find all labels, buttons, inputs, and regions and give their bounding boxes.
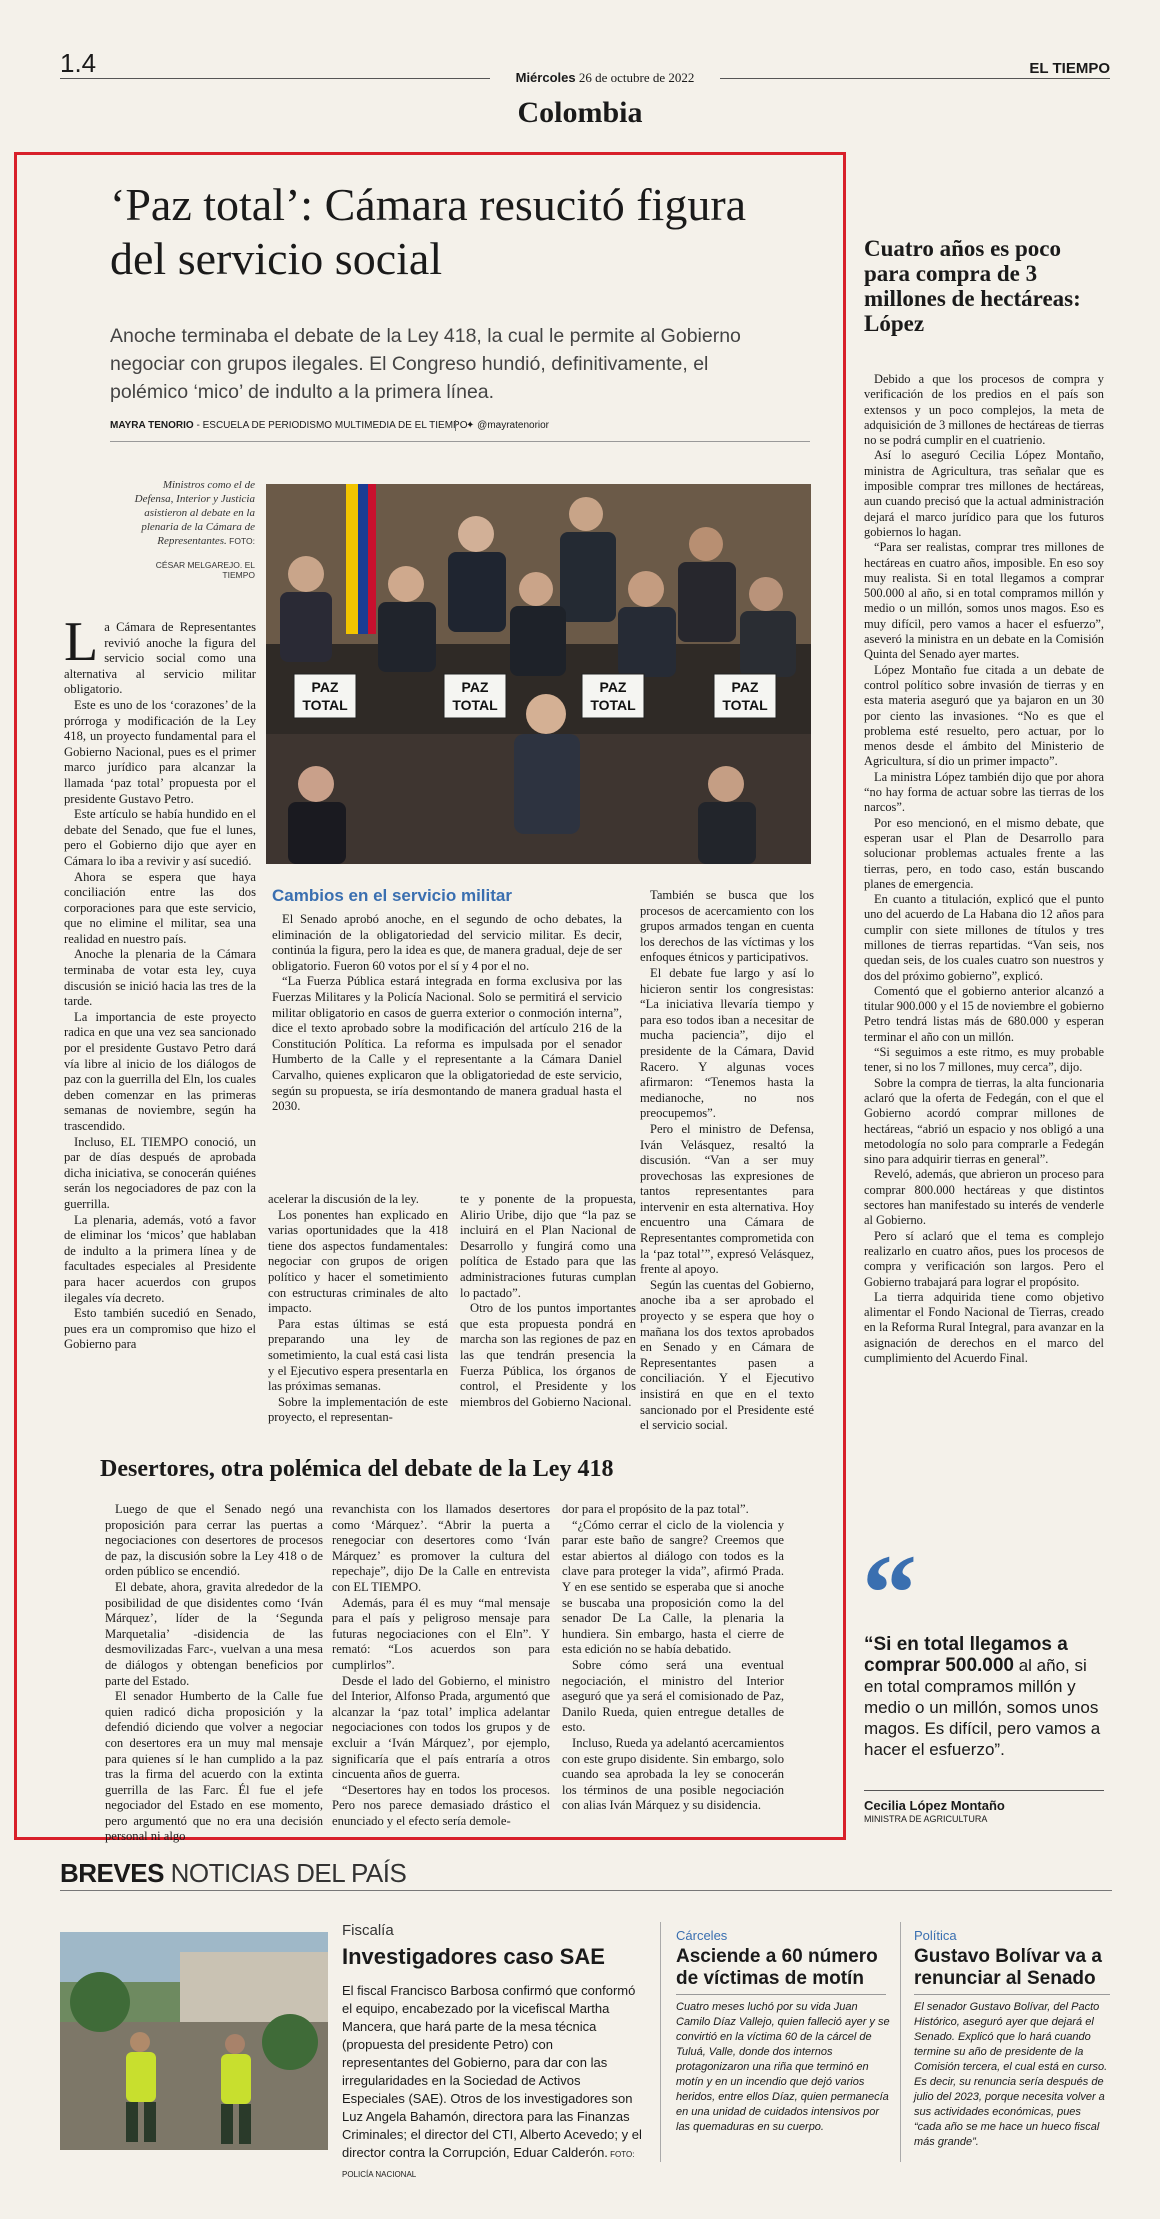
- header-rule: [720, 78, 1110, 79]
- pull-quote: [864, 1634, 1104, 1760]
- breve-category: Fiscalía: [342, 1922, 394, 1939]
- paz-total-sign: [444, 674, 506, 718]
- breve-headline: Investigadores caso SAE: [342, 1944, 605, 1969]
- paragraph: Para estas últimas se está preparando una ley de sometimiento, la cual está casi lista y el Ejecutivo espera presentarla en las próximas semanas.: [268, 1316, 448, 1394]
- paragraph: Así lo aseguró Cecilia López Montaño, ministra de Agricultura, tras señalar que es imposible comprar tres millones de hectáreas, aun cuando precisó que la actual administración dejará el marco jurídico para que los futuros gobiernos lo hagan.: [864, 448, 1104, 539]
- paragraph: Este es uno de los ‘corazones’ de la prórroga y modificación de la Ley 418, un proyecto fundamental para el Gobierno Nacional, pues es el primer marco jurídico para alcanzar la llamada ‘paz total’ propuesta por el presidente Gustavo Petro.: [64, 697, 256, 806]
- paragraph: a Cámara de Representantes revivió anoche la figura del servicio social como una alternativa al servicio militar obligatorio.: [64, 620, 256, 697]
- breve-headline: Asciende a 60 número de víctimas de motín: [676, 1946, 878, 1989]
- header-date-text: 26 de octubre de 2022: [575, 70, 695, 85]
- photo-credit: CÉSAR MELGAREJO. EL TIEMPO: [155, 560, 255, 580]
- paragraph: “Desertores hay en todos los procesos. Pero nos parece demasiado drástico el enunciado y el efecto sería demole-: [332, 1782, 550, 1828]
- paragraph: En cuanto a titulación, explicó que el punto uno del acuerdo de La Habana dio 12 años para cumplir con siete millones de títulos y tres millones de tierras repartidas. “Van seis, nos quedan seis, de los cuales cuatro son nuestros y dos del próximo gobierno”, explicó.: [864, 892, 1104, 983]
- paragraph: Desde el lado del Gobierno, el ministro del Interior, Alfonso Prada, argumentó que alcanzar la ‘paz total’ implica adelantar negociaciones con todos los grupos y de excluir a ‘Iván Márquez’, por ejemplo, significaría que el país entraría a otros cincuenta años de guerra.: [332, 1673, 550, 1782]
- divider: [60, 1890, 1112, 1891]
- paragraph: Además, para él es muy “mal mensaje para el país y peligroso mensaje para futuras negociaciones con el Eln”. Y remató: “Los acuerdos son para cumplirlos”.: [332, 1595, 550, 1672]
- svg-text:PAZ: PAZ: [731, 679, 759, 695]
- paragraph: Los ponentes han explicado en varias oportunidades que la 418 tiene dos aspectos fundamentales: negociar con grupos de origen político y hacer el sometimiento con estructuras criminales de alto impacto.: [268, 1207, 448, 1316]
- paragraph: revanchista con los llamados desertores como ‘Márquez’. “Abrir la puerta a renegociar con desertores como ‘Iván Márquez’ es promover la cultura del repechaje”, dijo De la Calle en entrevista con EL TIEMPO.: [332, 1502, 550, 1594]
- congress-photo-illustration: [266, 484, 811, 864]
- quote-role: MINISTRA DE AGRICULTURA: [864, 1814, 988, 1824]
- svg-text:PAZ: PAZ: [311, 679, 339, 695]
- byline-twitter[interactable]: [455, 420, 549, 431]
- paragraph: Otro de los puntos importantes que esta propuesta pondrá en marcha son las regiones de paz en las que tendrán presencia la Fuerza Pública, los órganos de control, el Presidente y los miembros del Gobierno Nacional.: [460, 1301, 636, 1409]
- deserters-headline: Desertores, otra polémica del debate de la Ley 418: [100, 1456, 614, 1482]
- svg-text:TOTAL: TOTAL: [302, 697, 348, 713]
- deserters-column-2: [332, 1502, 550, 1829]
- byline-school: - ESCUELA DE PERIODISMO MULTIMEDIA DE EL TIEMPO: [193, 420, 468, 431]
- photo-caption: [130, 478, 255, 548]
- paragraph: te y ponente de la propuesta, Alirio Uribe, dijo que “la paz se incluirá en el Plan Nacional de Desarrollo y fungirá como una política de Estado para que las administraciones futuras cumplan lo pactado”.: [460, 1192, 636, 1300]
- paz-total-sign: [582, 674, 644, 718]
- breve-body: Cuatro meses luchó por su vida Juan Camilo Díaz Vallejo, quien falleció ayer y se convirtió en la víctima 60 de la cárcel de Tuluá, Valle, donde dos internos protagonizaron una riña que terminó en motín y en un incendio que dejó varios heridos, entre ellos Díaz, quien permanecía en una unidad de cuidados intensivos por las quemaduras en su cuerpo.: [676, 2001, 890, 2133]
- paragraph: Pero el ministro de Defensa, Iván Velásquez, resaltó la discusión. “Van a ser muy provechosas las expresiones de tantos representantes para intervenir en esta alternativa. Hoy encuentro una Cámara de Representantes comprometida con la ‘paz total’”, expresó Velásquez, frente al apoyo.: [640, 1121, 814, 1277]
- breves-title: [60, 1858, 406, 1889]
- paragraph: “¿Cómo cerrar el ciclo de la violencia y parar este baño de sangre? Creemos que estar abiertos al diálogo con todos es la clave para proteger la vida”, afirmó Prada. Y en ese sentido se esperaba que si anoche se buscaba una proposición como la del senador De La Calle, la plenaria la hundiera. Sin embargo, hasta el cierre de esta edición no se había debatido.: [562, 1517, 784, 1657]
- section-title: Colombia: [517, 96, 643, 129]
- quote-mark-icon: “: [862, 1532, 917, 1654]
- paragraph: Sobre la compra de tierras, la alta funcionaria aclaró que la oferta de Fedegán, con el que el Gobierno acordó comprar millones de hectáreas, “abrió un espacio y nos obligó a una metodología no solo para comprarle a Fedegán sino para adquirir tierras en general”.: [864, 1075, 1104, 1167]
- twitter-handle: @mayratenorior: [477, 420, 550, 431]
- page-number: 1.4: [60, 48, 97, 78]
- paragraph: Sobre cómo será una eventual negociación, el ministro del Interior aseguró que ya será el comisionado de Paz, Danilo Rueda, quien entregue detalles de esto.: [562, 1657, 784, 1735]
- main-column-5: [460, 1192, 636, 1410]
- deserters-column-1: [105, 1502, 323, 1845]
- paragraph: Sobre la implementación de este proyecto, el representan-: [268, 1394, 448, 1425]
- dropcap: L: [64, 611, 99, 673]
- svg-text:TOTAL: TOTAL: [590, 697, 636, 713]
- paragraph: El debate fue largo y así lo hicieron sentir los congresistas: “La iniciativa llevaría tiempo y para eso todos iban a necesitar de mucha paciencia”, dijo el presidente de la Cámara, David Racero. Y algunas voces afirmaron: “Tenemos hasta la medianoche, no nos preocupemos”.: [640, 965, 814, 1121]
- paragraph: Anoche la plenaria de la Cámara terminaba de votar esta ley, cuya discusión se inició hacia las tres de la tarde.: [64, 947, 256, 1009]
- police-photo-illustration: [60, 1932, 328, 2150]
- main-column-2: [272, 912, 622, 1115]
- photo-caption-foto: FOTO:: [226, 536, 255, 546]
- paragraph: Reveló, además, que abrieron un proceso para comprar 800.000 hectáreas y que distintos sectores han manifestado su interés de venderle al Gobierno.: [864, 1167, 1104, 1228]
- congress-photo: [266, 484, 811, 864]
- main-column-3: [640, 888, 814, 1434]
- divider: [660, 1922, 661, 2162]
- pull-quote-rest: al año, si en total compramos millón y medio o un millón, somos unos magos. Es difícil, pero vamos a hacer el esfuerzo”.: [864, 1656, 1101, 1759]
- main-headline: ‘Paz total’: Cámara resucitó figura del servicio social: [110, 179, 747, 284]
- breve-body-text: El fiscal Francisco Barbosa confirmó que conformó el equipo, encabezado por la vicefiscal Martha Mancera, que hará parte de la mesa técnica (propuesta del presidente Petro) con representantes del Gobierno, para dar con las irregularidades en la Sociedad de Activos Especiales (SAE). Otros de los investigadores son Luz Angela Bahamón, directora para las Finanzas Criminales; el director del CTI, Alberto Acevedo; y el director contra la Corrupción, Eduar Calderón.: [342, 1983, 642, 2160]
- breve-category: Política: [914, 1928, 957, 1943]
- paragraph: Incluso, Rueda ya adelantó acercamientos con este grupo disidente. Sin embargo, solo cuando sea aprobada la ley se conocerán los términos de una posible negociación con alias Iván Márquez y su disidencia.: [562, 1735, 784, 1813]
- paragraph: La tierra adquirida tiene como objetivo alimentar el Fondo Nacional de Tierras, creado en la Reforma Rural Integral, para avanzar en la asignación de derechos en el marco del cumplimiento del Acuerdo Final.: [864, 1289, 1104, 1365]
- newspaper-brand: EL TIEMPO: [1029, 60, 1110, 77]
- paragraph: Ahora se espera que haya conciliación entre las dos corporaciones para que este servicio, que no elimine el militar, sea una realidad en nuestro país.: [64, 869, 256, 946]
- divider: [900, 1922, 901, 2162]
- svg-text:TOTAL: TOTAL: [722, 697, 768, 713]
- breve-photo-credit: FOTO: POLICÍA NACIONAL: [342, 2150, 635, 2179]
- paragraph: López Montaño fue citada a un debate de control político sobre invasión de tierras y en esta materia aseguró que ya bajaron en un 30 por ciento las invasiones. “No es que el problema esté resuelto, pero actuar, por lo menos desde el ámbito del Ministerio de Agricultura, sí dio un primer impacto”.: [864, 662, 1104, 769]
- paragraph: El debate, ahora, gravita alrededor de la posibilidad de que disidentes como ‘Iván Márquez’, líder de la ‘Segunda Marquetalia’ -disidencia de las desmovilizadas Farc-, vuelvan a una mesa de diálogos y obtengan beneficios por parte del Estado.: [105, 1579, 323, 1688]
- svg-text:PAZ: PAZ: [599, 679, 627, 695]
- paragraph: Comentó que el gobierno anterior alcanzó a titular 900.000 y el 15 de noviembre el gobierno Petro tendrá listas más de 680.000 y esperan terminar el año con un millón.: [864, 983, 1104, 1044]
- rail-body: [864, 372, 1104, 1366]
- paragraph: El senador Humberto de la Calle fue quien radicó dicha proposición y la defendió diciendo que volver a negociar con desertores era un muy mal mensaje para quienes sí le han cumplido a la paz tras la firma del acuerdo con la extinta guerrilla de las Farc. Él fue el jefe negociador del Estado en ese momento, pero argumentó que no era una decisión personal ni algo: [105, 1689, 323, 1844]
- breve-category: Cárceles: [676, 1928, 728, 1943]
- paragraph: “Para ser realistas, comprar tres millones de hectáreas en cuatro años, imposible. En eso soy muy realista. Si en total llegamos a comprar 500.000 al año, si en total compramos millón y medio o un millón, somos unos magos. Eso es muy difícil, pero vamos a hacer el esfuerzo”, aseveró la ministra en un debate en la Comisión Quinta del Senado ayer martes.: [864, 540, 1104, 662]
- paragraph: acelerar la discusión de la ley.: [268, 1192, 419, 1206]
- quote-author: Cecilia López Montaño: [864, 1798, 1005, 1813]
- rail-headline: Cuatro años es poco para compra de 3 millones de hectáreas: López: [864, 236, 1081, 336]
- svg-text:TOTAL: TOTAL: [452, 697, 498, 713]
- byline-author: MAYRA TENORIO: [110, 420, 194, 431]
- breve-headline: Gustavo Bolívar va a renunciar al Senado: [914, 1946, 1102, 1989]
- paragraph: “La Fuerza Pública estará integrada en forma exclusiva por las Fuerzas Militares y la Policía Nacional. Solo se permitirá el servicio militar obligatorio en casos de guerra exterior o conmoción interna”, dice el texto aprobado sobre la modificación del artículo 216 de la Constitución Política. La reforma es impulsada por el senador Humberto de la Calle y el representante a la Cámara Daniel Carvalho, quienes explicaron que la obligatoriedad de este servicio, según su propuesta, se iría desmontando de manera gradual hasta el 2030.: [272, 974, 622, 1114]
- byline: [110, 420, 810, 442]
- deserters-column-3: [562, 1502, 784, 1814]
- main-column-1: [64, 611, 256, 1353]
- photo-caption-text: Ministros como el de Defensa, Interior y Justicia asistieron al debate en la plenaria de la Cámara de Representantes.: [134, 479, 255, 547]
- main-deck: Anoche terminaba el debate de la Ley 418, la cual le permite al Gobierno negociar con grupos ilegales. El Congreso hundió, definitivamente, el polémico ‘mico’ de indulto a la primera línea.: [110, 325, 741, 403]
- paragraph: Esto también sucedió en Senado, pues era un compromiso que hizo el Gobierno para: [64, 1306, 256, 1352]
- paragraph: La ministra López también dijo que por ahora “no hay forma de actuar sobre las tierras de los narcos”.: [864, 769, 1104, 815]
- pull-quote-bold: “Si en total llegamos a comprar 500.000: [864, 1634, 1068, 1676]
- paragraph: “Si seguimos a este ritmo, es muy probable tener, si no los 7 millones, muy cerca”, dijo.: [864, 1045, 1104, 1075]
- twitter-icon: ✦: [466, 420, 478, 431]
- police-photo: [60, 1932, 328, 2150]
- paragraph: Pero sí aclaró que el tema es complejo realizarlo en cuatro años, pues los procesos de compra y verificación son largos. Pero el Gobierno trabajará para lograr el propósito.: [864, 1228, 1104, 1289]
- paragraph: La importancia de este proyecto radica en que una vez sea sancionado por el presidente Gustavo Petro dará vía libre al inicio de los diálogos de paz con la guerrilla del Eln, los cuales deben comenzar en las primeras semanas de noviembre, según ha trascendido.: [64, 1009, 256, 1133]
- paragraph: dor para el propósito de la paz total”.: [562, 1502, 749, 1516]
- paragraph: Luego de que el Senado negó una proposición para cerrar las puertas a negociaciones con desertores de procesos de paz, la discusión sobre la Ley 418 o de orden público se encendió.: [105, 1502, 323, 1579]
- subhead-military: Cambios en el servicio militar: [272, 886, 512, 905]
- divider: [676, 1994, 886, 1995]
- divider: [864, 1790, 1104, 1791]
- paragraph: Según las cuentas del Gobierno, anoche iba a ser aprobado el proyecto y se espera que hoy o mañana los dos textos aprobados en Senado y en Cámara de Representantes pasen a conciliación. Y el Ejecutivo insistirá en que en el texto sancionado por el Presidente esté el servicio social.: [640, 1277, 814, 1433]
- paragraph: Por eso mencionó, en el mismo debate, que esperan usar el Plan de Desarrollo para solucionar problemas actuales frente a las tierras, pero, en todo caso, están buscando planes de emergencia.: [864, 815, 1104, 891]
- header-rule: [60, 78, 490, 79]
- divider: [914, 1994, 1110, 1995]
- breves-title-bold: BREVES: [60, 1858, 164, 1888]
- paragraph: La plenaria, además, votó a favor de eliminar los ‘micos’ que hablaban de indulto a la primera línea y de facultades especiales al Presidente para hacer acuerdos con grupos ilegales vía decreto.: [64, 1212, 256, 1305]
- header-weekday: Miércoles: [515, 70, 576, 85]
- paragraph: Este artículo se había hundido en el debate del Senado, que fue el lunes, pero el Gobierno dijo que ayer en Cámara lo iba a revivir y así sucedió.: [64, 807, 256, 868]
- paragraph: Debido a que los procesos de compra y verificación de los predios en el país son extensos y un poco complejos, la meta de adquisición de 3 millones de hectáreas de tierras no se podrá cumplir en el cuatrienio.: [864, 372, 1104, 448]
- paz-total-sign: [294, 674, 356, 718]
- paragraph: El Senado aprobó anoche, en el segundo de ocho debates, la eliminación de la obligatoriedad del servicio militar. Es decir, continúa la figura, pero la idea es que, de manera gradual, deje de ser obligatorio. Fueron 60 votos por el sí y 4 por el no.: [272, 912, 622, 973]
- main-column-4: [268, 1192, 448, 1426]
- paz-total-sign: [714, 674, 776, 718]
- breve-body: [342, 1982, 642, 2184]
- header-date: [480, 70, 730, 86]
- paragraph: Incluso, EL TIEMPO conoció, un par de días después de aprobada dicha iniciativa, se conocerán quiénes serán los negociadores de paz con la guerrilla.: [64, 1134, 256, 1211]
- breve-body: El senador Gustavo Bolívar, del Pacto Histórico, aseguró ayer que dejará el Senado. Explicó que lo hará cuando termine su año de presidente de la Comisión tercera, el cual está en curso. Es decir, su renuncia sería después de julio del 2023, porque necesita volver a sus actividades económicas, pues “cada año se me hace un hueco fiscal más grande”.: [914, 2001, 1108, 2148]
- paragraph: También se busca que los procesos de acercamiento con los grupos armados tengan en cuenta los derechos de las víctimas y los enfoques étnicos y participativos.: [640, 888, 814, 965]
- svg-text:PAZ: PAZ: [461, 679, 489, 695]
- breves-title-rest: NOTICIAS DEL PAÍS: [163, 1858, 407, 1888]
